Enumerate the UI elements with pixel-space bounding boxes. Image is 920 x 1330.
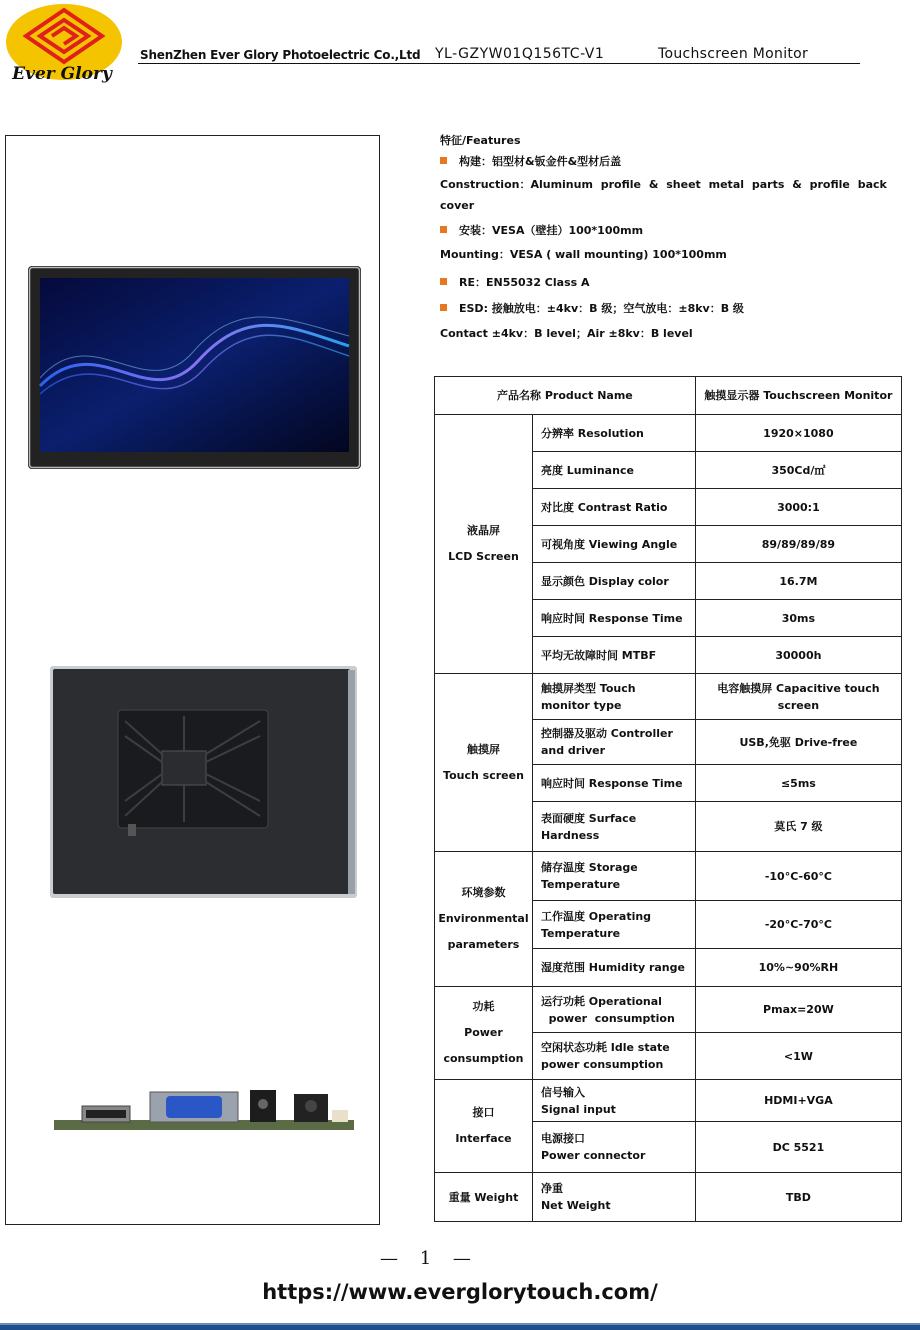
bullet-icon <box>440 226 447 233</box>
monitor-back-image <box>50 666 357 898</box>
spec-label: 运行功耗 Operational power consumption <box>532 987 695 1033</box>
spec-label: 平均无故障时间 MTBF <box>532 637 695 674</box>
interface-board-image <box>54 1086 354 1136</box>
spec-value: ≤5ms <box>695 765 901 802</box>
spec-label: 空闲状态功耗 Idle state power consumption <box>532 1033 695 1080</box>
spec-label: 表面硬度 Surface Hardness <box>532 802 695 852</box>
spec-label: 响应时间 Response Time <box>532 600 695 637</box>
website-link[interactable]: https://www.everglorytouch.com/ <box>262 1280 658 1304</box>
product-name-label: 产品名称 Product Name <box>435 377 696 415</box>
spec-value: HDMI+VGA <box>695 1080 901 1122</box>
spec-label: 显示颜色 Display color <box>532 563 695 600</box>
spec-label: 净重 Net Weight <box>532 1173 695 1222</box>
table-row <box>435 852 902 901</box>
spec-value: 89/89/89/89 <box>695 526 901 563</box>
table-row <box>435 1173 902 1222</box>
spec-value: TBD <box>695 1173 901 1222</box>
spec-value: 16.7M <box>695 563 901 600</box>
bullet-icon <box>440 304 447 311</box>
spec-value: 莫氏 7 级 <box>695 802 901 852</box>
feature-construction-cn: 构建：铝型材&钣金件&型材后盖 <box>440 153 621 169</box>
spec-value: USB,免驱 Drive-free <box>695 720 901 765</box>
product-name-value: 触摸显示器 Touchscreen Monitor <box>695 377 901 415</box>
group-lcd: 液晶屏 LCD Screen <box>435 415 533 674</box>
table-row <box>435 674 902 720</box>
spec-value: <1W <box>695 1033 901 1080</box>
spec-label: 信号输入 Signal input <box>532 1080 695 1122</box>
feature-mounting-cn: 安装：VESA（壁挂）100*100mm <box>440 222 643 238</box>
product-image-panel <box>5 135 380 1225</box>
feature-construction-en-cont: cover <box>440 199 475 212</box>
spec-label: 亮度 Luminance <box>532 452 695 489</box>
feature-esd-cn: ESD: 接触放电：±4kv：B 级；空气放电：±8kv：B 级 <box>440 300 744 316</box>
spec-label: 储存温度 Storage Temperature <box>532 852 695 901</box>
bullet-icon <box>440 278 447 285</box>
feature-mounting-en: Mounting：VESA ( wall mounting) 100*100mm <box>440 248 727 261</box>
bullet-icon <box>440 157 447 164</box>
group-weight: 重量 Weight <box>435 1173 533 1222</box>
spec-value: 30ms <box>695 600 901 637</box>
spec-value: 350Cd/㎡ <box>695 452 901 489</box>
group-interface: 接口 Interface <box>435 1080 533 1173</box>
spec-label: 湿度范围 Humidity range <box>532 949 695 987</box>
spec-label: 工作温度 Operating Temperature <box>532 901 695 949</box>
spec-value: 3000:1 <box>695 489 901 526</box>
features-title: 特征/Features <box>440 134 521 147</box>
header-rule <box>138 63 860 64</box>
table-row <box>435 415 902 452</box>
page-number: — 1 — <box>380 1248 479 1269</box>
spec-value: 30000h <box>695 637 901 674</box>
table-row <box>435 377 902 415</box>
footer-bar <box>0 1323 920 1330</box>
group-touch: 触摸屏 Touch screen <box>435 674 533 852</box>
spec-value: 1920×1080 <box>695 415 901 452</box>
spec-label: 对比度 Contrast Ratio <box>532 489 695 526</box>
feature-construction-en: Construction：Aluminum profile & sheet metal parts & profile back <box>440 178 887 191</box>
group-power: 功耗 Power consumption <box>435 987 533 1080</box>
spec-label: 电源接口 Power connector <box>532 1122 695 1173</box>
spec-value: 电容触摸屏 Capacitive touch screen <box>695 674 901 720</box>
spec-value: -20°C-70°C <box>695 901 901 949</box>
spec-label: 触摸屏类型 Touch monitor type <box>532 674 695 720</box>
spec-value: -10°C-60°C <box>695 852 901 901</box>
spec-table <box>434 376 902 1222</box>
ever-glory-logo <box>4 2 126 88</box>
spec-label: 分辨率 Resolution <box>532 415 695 452</box>
model-number: YL-GZYW01Q156TC-V1 <box>435 46 605 62</box>
spec-label: 控制器及驱动 Controller and driver <box>532 720 695 765</box>
group-environment: 环境参数 Environmental parameters <box>435 852 533 987</box>
logo-wordmark: Ever Glory <box>12 64 112 84</box>
spec-value: DC 5521 <box>695 1122 901 1173</box>
spec-value: 10%~90%RH <box>695 949 901 987</box>
monitor-front-image <box>28 266 361 469</box>
feature-re: RE：EN55032 Class A <box>440 274 590 290</box>
spec-label: 响应时间 Response Time <box>532 765 695 802</box>
spec-value: Pmax=20W <box>695 987 901 1033</box>
company-name: ShenZhen Ever Glory Photoelectric Co.,Ltd <box>140 48 421 62</box>
table-row <box>435 987 902 1033</box>
table-row <box>435 1080 902 1122</box>
feature-esd-en: Contact ±4kv：B level；Air ±8kv：B level <box>440 327 693 340</box>
spec-label: 可视角度 Viewing Angle <box>532 526 695 563</box>
header-product: Touchscreen Monitor <box>658 46 809 62</box>
